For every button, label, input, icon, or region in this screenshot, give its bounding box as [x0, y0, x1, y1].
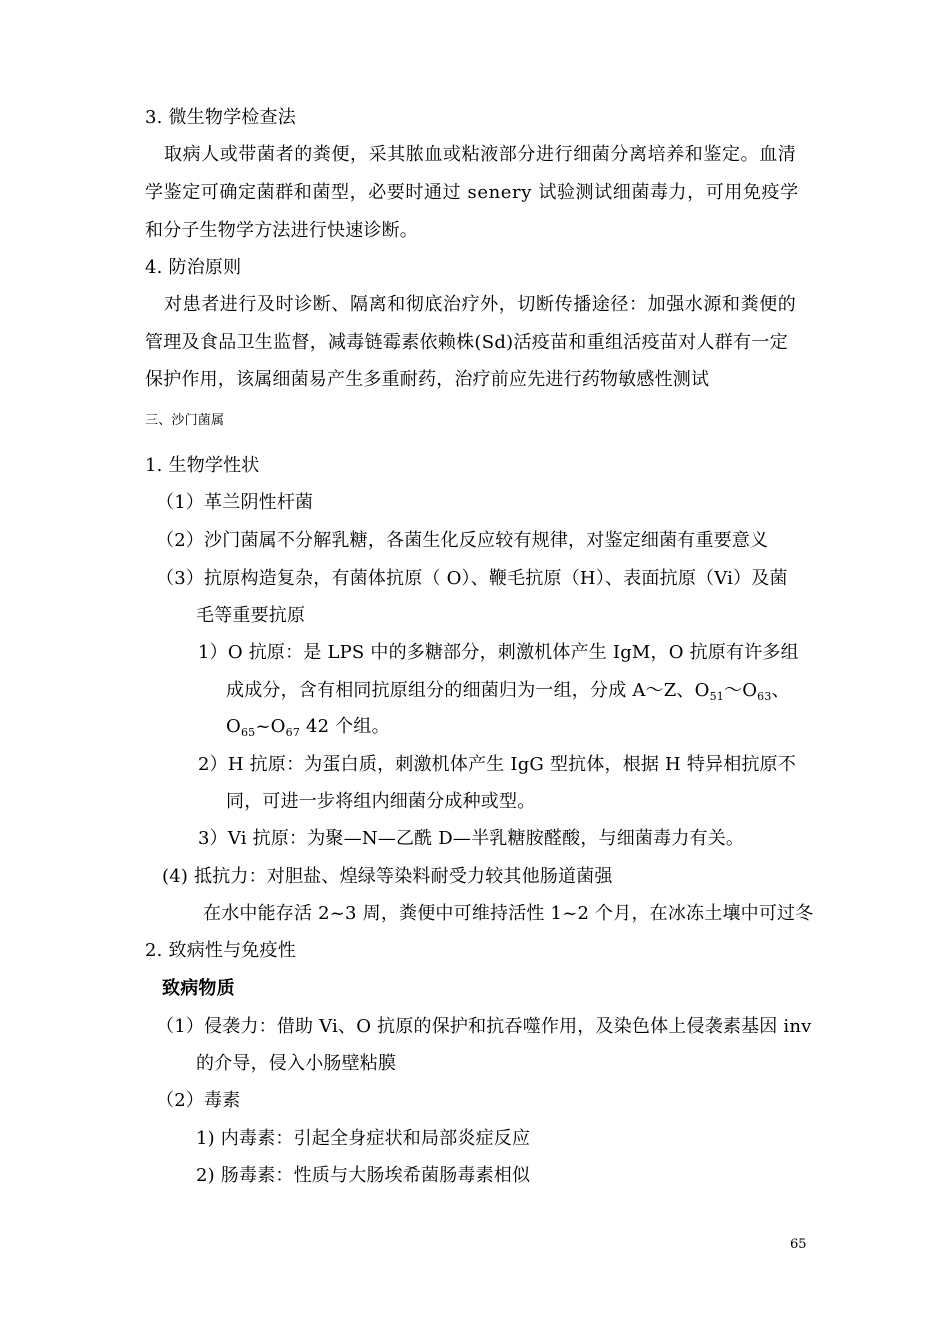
paragraph-line: 取病人或带菌者的粪便，采其脓血或粘液部分进行细菌分离培养和鉴定。血清	[164, 144, 797, 165]
list-item: （3）抗原构造复杂，有菌体抗原（ O）、鞭毛抗原（H）、表面抗原（Vi）及菌	[156, 568, 788, 589]
subheading: 致病物质	[162, 978, 235, 999]
list-item-continuation: 的介导，侵入小肠壁粘膜	[196, 1053, 397, 1074]
sub-list-item: 1）O 抗原：是 LPS 中的多糖部分，刺激机体产生 IgM，O 抗原有许多组	[198, 642, 799, 663]
list-item-continuation: 毛等重要抗原	[196, 605, 306, 626]
list-item: （2）毒素	[156, 1090, 241, 1111]
list-item: （1）侵袭力：借助 Vi、O 抗原的保护和抗吞噬作用，及染色体上侵袭素基因 inv	[156, 1016, 812, 1037]
sub-list-item-continuation: 同，可进一步将组内细菌分成种或型。	[226, 791, 536, 812]
section-heading-4: 4. 防治原则	[145, 257, 242, 278]
sub-list-item: 2) 肠毒素：性质与大肠埃希菌肠毒素相似	[196, 1165, 531, 1186]
list-item: （1）革兰阴性杆菌	[156, 492, 314, 513]
chapter-heading: 三、沙门菌属	[145, 413, 225, 428]
paragraph-line: 对患者进行及时诊断、隔离和彻底治疗外，切断传播途径：加强水源和粪便的	[164, 294, 797, 315]
list-item: (4) 抵抗力：对胆盐、煌绿等染料耐受力较其他肠道菌强	[162, 866, 613, 887]
paragraph-line: 和分子生物学方法进行快速诊断。	[145, 220, 418, 241]
list-item: （2）沙门菌属不分解乳糖，各菌生化反应较有规律，对鉴定细菌有重要意义	[156, 530, 769, 551]
section-heading-3: 3. 微生物学检查法	[145, 107, 296, 128]
sub-list-item-continuation: 成成分，含有相同抗原组分的细菌归为一组，分成 A～Z、$O_{51}\sim O_{63}$、	[226, 680, 790, 703]
paragraph-line: 学鉴定可确定菌群和菌型，必要时通过 senery 试验测试细菌毒力，可用免疫学	[145, 182, 799, 203]
paragraph-line: 保护作用，该属细菌易产生多重耐药，治疗前应先进行药物敏感性测试	[145, 369, 710, 390]
section-heading-1: 1. 生物学性状	[145, 455, 260, 476]
sub-list-item: 1) 内毒素：引起全身症状和局部炎症反应	[196, 1128, 531, 1149]
page-number: 65	[790, 1237, 807, 1252]
paragraph-line: 在水中能存活 2~3 周，粪便中可维持活性 1~2 个月，在冰冻土壤中可过冬	[203, 903, 814, 924]
sub-list-item-continuation: $O_{65}\sim O_{67}$ 42 个组。	[226, 716, 390, 739]
section-heading-2: 2. 致病性与免疫性	[145, 940, 296, 961]
sub-list-item: 3）Vi 抗原：为聚—N—乙酰 D—半乳糖胺醛酸，与细菌毒力有关。	[198, 828, 745, 849]
paragraph-line: 管理及食品卫生监督，减毒链霉素依赖株(Sd)活疫苗和重组活疫苗对人群有一定	[145, 332, 788, 353]
sub-list-item: 2）H 抗原：为蛋白质，刺激机体产生 IgG 型抗体，根据 H 特异相抗原不	[198, 754, 797, 775]
